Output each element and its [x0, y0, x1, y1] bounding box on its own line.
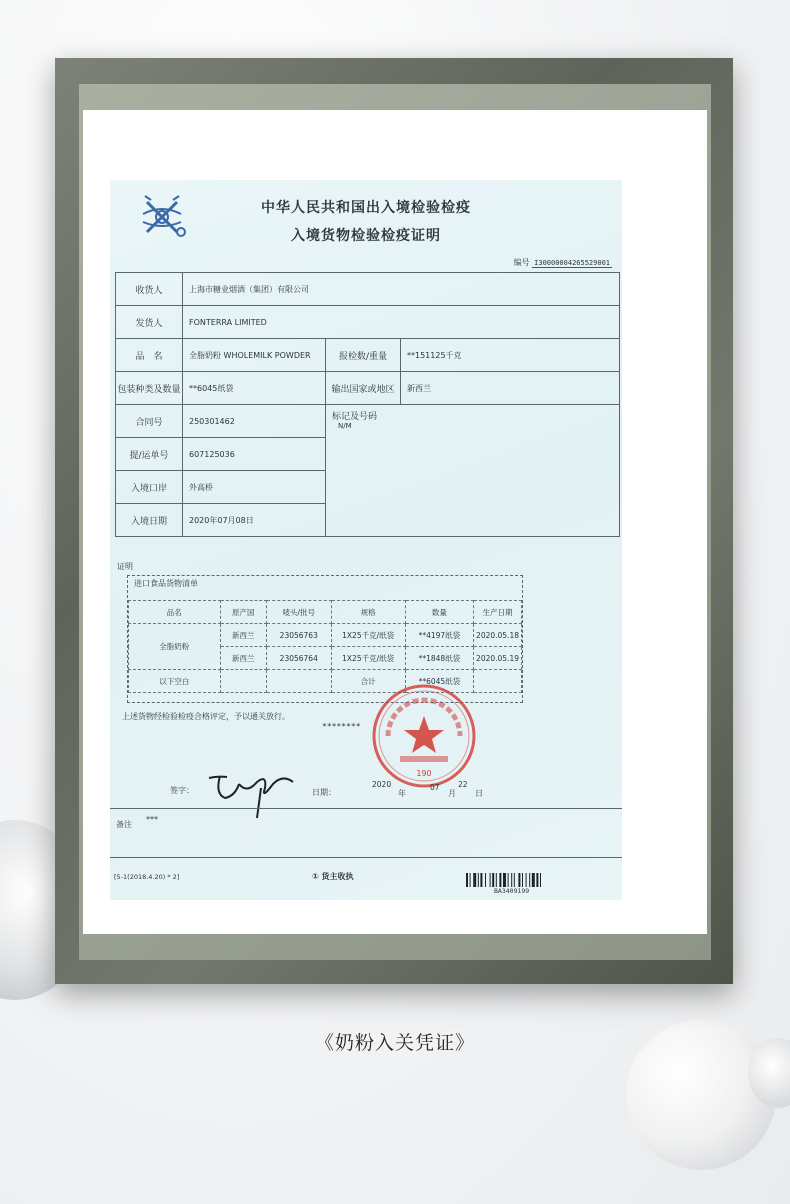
- list-cell: **1848纸袋: [405, 647, 473, 670]
- serial-number: [514, 257, 612, 268]
- date-label: 日期：: [312, 788, 336, 797]
- entry-date-label: 入境日期: [116, 504, 183, 537]
- signature-label: 签字：: [170, 786, 194, 795]
- table-header-row: [129, 601, 522, 624]
- conclusion-stars: ********: [322, 722, 361, 731]
- form-code: [5-1(2018.4.20) * 2]: [114, 873, 180, 881]
- barcode-icon: [466, 873, 562, 887]
- list-cell: 新西兰: [220, 647, 266, 670]
- header-cell: 原产国: [220, 601, 266, 624]
- list-total-label: 合计: [331, 670, 405, 693]
- bill-value: 607125036: [183, 438, 326, 471]
- table-row: [116, 273, 620, 306]
- table-row: [129, 624, 522, 647]
- list-cell: 全脂奶粉: [129, 624, 221, 670]
- certificate-document: [110, 180, 622, 900]
- date-day: 22: [458, 780, 468, 789]
- list-cell: [266, 670, 331, 693]
- product-label: 品 名: [116, 339, 183, 372]
- header-cell: 数量: [405, 601, 473, 624]
- date-year-char: 年: [398, 789, 406, 798]
- table-row: [116, 306, 620, 339]
- serial-label: 编号: [513, 258, 530, 267]
- list-cell: 23056763: [266, 624, 331, 647]
- list-cell: 1X25千克/纸袋: [331, 647, 405, 670]
- list-total-value: **6045纸袋: [405, 670, 473, 693]
- header-cell: 唛头/批号: [266, 601, 331, 624]
- port-label: 入境口岸: [116, 471, 183, 504]
- date-year: 2020: [372, 780, 392, 789]
- seal-number: 190: [416, 769, 432, 778]
- certificate-info-table: [115, 272, 620, 537]
- header-cell: 规格: [331, 601, 405, 624]
- image-caption: 《奶粉入关凭证》: [314, 1032, 475, 1054]
- list-cell: 新西兰: [220, 624, 266, 647]
- table-row: [116, 405, 620, 438]
- list-cell: **4197纸袋: [405, 624, 473, 647]
- list-cell: [474, 670, 522, 693]
- list-blank-cell: 以下空白: [129, 670, 221, 693]
- contract-label: 合同号: [116, 405, 183, 438]
- port-value: 外高桥: [183, 471, 326, 504]
- table-row: [116, 339, 620, 372]
- consignee-label: 收货人: [116, 273, 183, 306]
- list-cell: 23056764: [266, 647, 331, 670]
- marks-label: 标记及号码: [332, 412, 378, 422]
- header-cell: 品名: [129, 601, 221, 624]
- certificate-title: 中华人民共和国出入境检验检疫: [261, 200, 471, 216]
- header-cell: 生产日期: [474, 601, 522, 624]
- copy-label: ① 货主收执: [312, 872, 354, 881]
- product-value: 全脂奶粉 WHOLEMILK POWDER: [183, 339, 326, 372]
- entry-date-value: 2020年07月08日: [183, 504, 326, 537]
- marks-cell: [326, 405, 620, 537]
- conclusion-text: 上述货物经检验检疫合格评定，予以通关放行。: [122, 712, 290, 721]
- consignee-value: 上海市糖业烟酒（集团）有限公司: [183, 273, 620, 306]
- date-day-char: 日: [475, 789, 483, 798]
- list-cell: 2020.05.18: [474, 624, 522, 647]
- contract-value: 250301462: [183, 405, 326, 438]
- consignor-label: 发货人: [116, 306, 183, 339]
- date-month-char: 月: [448, 789, 456, 798]
- origin-country-value: 新西兰: [401, 372, 620, 405]
- serial-value: I30000004265529001: [534, 259, 610, 267]
- packing-value: **6045纸袋: [183, 372, 326, 405]
- list-cell: [220, 670, 266, 693]
- barcode-number: BA3409199: [494, 887, 530, 895]
- quantity-label: 报检数/重量: [326, 339, 401, 372]
- remark-value: ***: [146, 815, 158, 824]
- remark-label: 备注: [116, 820, 132, 829]
- section-label: 证明: [117, 562, 133, 571]
- origin-country-label: 输出国家或地区: [326, 372, 401, 405]
- list-cell: 2020.05.19: [474, 647, 522, 670]
- official-seal: [368, 680, 480, 792]
- packing-label: 包装种类及数量: [116, 372, 183, 405]
- goods-list-title: 进口食品货物清单: [134, 579, 198, 588]
- quantity-value: **151125千克: [401, 339, 620, 372]
- list-cell: 1X25千克/纸袋: [331, 624, 405, 647]
- remark-section: [110, 808, 622, 858]
- certificate-subtitle: 入境货物检验检疫证明: [291, 228, 441, 244]
- table-row: [116, 372, 620, 405]
- marks-value: N/M: [338, 422, 352, 430]
- date-month: 07: [430, 783, 440, 792]
- consignor-value: FONTERRA LIMITED: [183, 306, 620, 339]
- bill-label: 提/运单号: [116, 438, 183, 471]
